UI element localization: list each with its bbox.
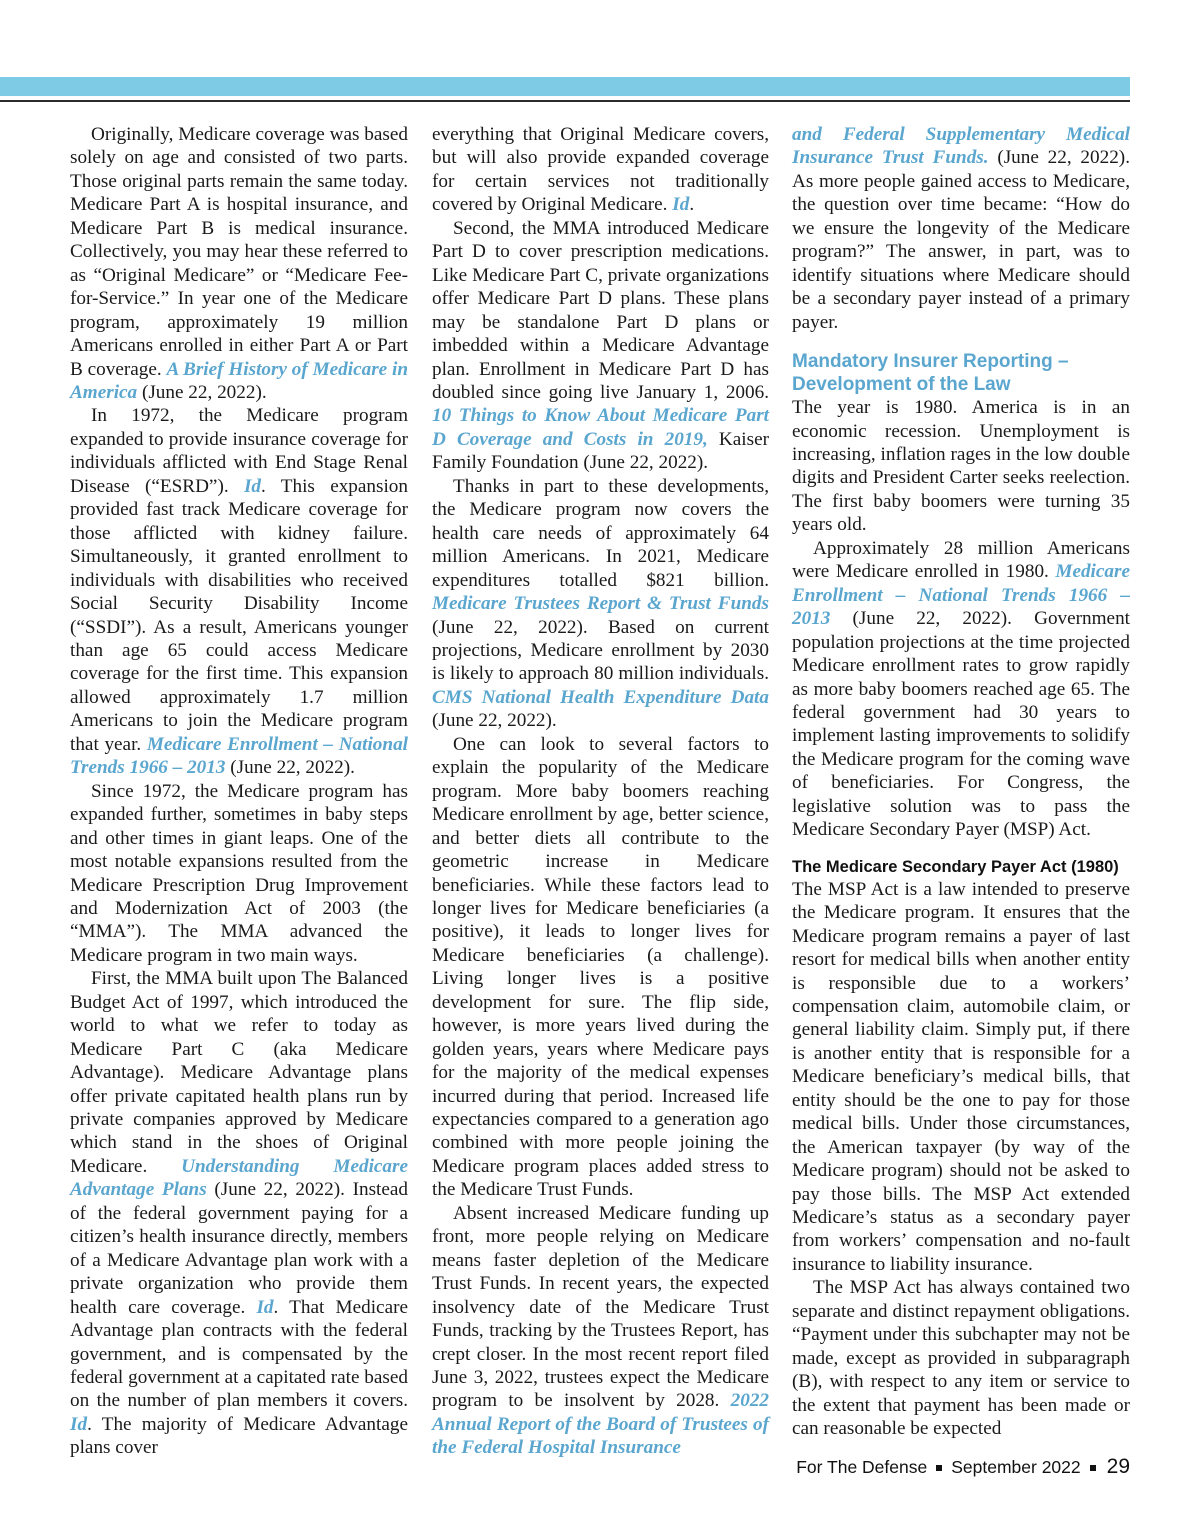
paragraph: First, the MMA built upon The Balanced Budget Act of 1997, which introduced the world to what we refer to today as Medicare Part C (aka Medicare Advantage). Medicare Advantage plans offer private capitated health plans run by private companies approved by Medicare which stand in the shoes of Original Medicare. Understanding Medicare Advantage Plans (June 22, 2022). Instead of the federal government paying for a citizen’s health insurance directly, members of a Medicare Advantage plan work with a private organization who provide them health care coverage. Id. That Medicare Advantage plan contracts with the federal government, and is compensated by the federal government at a capitated rate based on the number of plan members it covers. Id. The majority of Medicare Advantage plans cover xyxy=(70,968,409,1459)
citation-link[interactable]: and Federal Supplementary Medical Insurance Trust Funds. xyxy=(792,124,1130,169)
column-2 xyxy=(432,123,769,1460)
citation-link[interactable]: A Brief History of Medicare in America xyxy=(70,358,409,403)
citation-link[interactable]: Understanding Medicare Advantage Plans xyxy=(70,1155,409,1201)
top-rule xyxy=(0,100,1130,102)
citation-link[interactable]: Medicare Enrollment – National Trends 1966 – 2013 xyxy=(70,733,408,779)
paragraph: Originally, Medicare coverage was based solely on age and consisted of two parts. Those original parts remain the same today. Medicare Part A is hospital insurance, and Medicare Part B is medical insurance. Collectively, you may hear these referred to as “Original Medicare” or “Medicare Fee-for-Service.” In year one of the Medicare program, approximately 19 million Americans enrolled in either Part A or Part B coverage. A Brief History of Medicare in America (June 22, 2022). xyxy=(70,124,409,403)
paragraph: The MSP Act is a law intended to preserve the Medicare program. It ensures that the Medicare program remains a payer of last resort for medical bills when another entity is responsible due to a workers’ compensation claim, automobile claim, or general liability claim. Simply put, if there is another entity that is responsible for a Medicare beneficiary’s medical bills, that entity should be the one to pay for those medical bills. Under those circumstances, the American taxpayer (by way of the Medicare program) should not be asked to pay those bills. The MSP Act extended Medicare’s status as a secondary payer from workers’ compensation and no-fault insurance to liability insurance. xyxy=(792,878,1130,1275)
section-heading: Mandatory Insurer Reporting – Development of the Law xyxy=(792,351,1069,396)
paragraph: In 1972, the Medicare program expanded to provide insurance coverage for individuals afflicted with End Stage Renal Disease (“ESRD”). Id. This expansion provided fast track Medicare coverage for those afflicted with kidney failure. Simultaneously, it granted enrollment to individuals with disabilities who received Social Security Disability Income (“SSDI”). As a result, Americans younger than age 65 could access Medicare coverage for the first time. This expansion allowed approximately 1.7 million Americans to join the Medicare program that year. Medicare Enrollment – National Trends 1966 – 2013 (June 22, 2022). xyxy=(70,405,408,779)
page-number: 29 xyxy=(1106,1455,1130,1478)
paragraph: One can look to several factors to explain the popularity of the Medicare program. More baby boomers reaching Medicare enrollment by age, better science, and better diets all contribute to the geometric increase in Medicare beneficiaries. While these factors lead to longer lives for Medicare beneficiaries (a positive), it leads to longer lives for Medicare beneficiaries (a challenge). Living longer lives is a positive development for sure. The flip side, however, is more years lived during the golden years, years where Medicare pays for the majority of the medical expenses incurred during that period. Increased life expectancies compared to a generation ago combined with more people joining the Medicare program places added stress to the Medicare Trust Funds. xyxy=(432,733,769,1201)
citation-link[interactable]: CMS National Health Expenditure Data xyxy=(432,686,769,708)
paragraph: everything that Original Medicare covers, but will also provide expanded coverage for certain services not traditionally covered by Original Medicare. Id. xyxy=(432,124,769,216)
citation-link[interactable]: Medicare Trustees Report & Trust Funds xyxy=(432,593,769,615)
citation-link[interactable]: Id xyxy=(672,194,690,216)
paragraph: Thanks in part to these developments, the Medicare program now covers the health care needs of approximately 64 million Americans. In 2021, Medicare expenditures totalled $821 billion. Medicare Trustees Report & Trust Funds (June 22, 2022). Based on current projections, Medicare enrollment by 2030 is likely to approach 80 million individuals. CMS National Health Expenditure Data (June 22, 2022). xyxy=(432,475,769,732)
citation-link[interactable]: Id xyxy=(256,1296,274,1318)
page-footer xyxy=(796,1455,1130,1479)
citation-link[interactable]: Medicare Enrollment – National Trends 1966 – 2013 xyxy=(792,561,1130,630)
citation-link[interactable]: Id xyxy=(70,1413,88,1435)
citation-link[interactable]: Id xyxy=(243,475,262,497)
paragraph: Approximately 28 million Americans were Medicare enrolled in 1980. Medicare Enrollment – National Trends 1966 – 2013 (June 22, 2022). Government population projections at the time projected Medicare enrollment rates to grow rapidly as more baby boomers reached age 65. The federal government had 30 years to implement lasting improvements to solidify the Medicare program for the coming wave of beneficiaries. For Congress, the legislative solution was to pass the Medicare Secondary Payer (MSP) Act. xyxy=(792,537,1130,841)
paragraph: Absent increased Medicare funding up front, more people relying on Medicare means faster depletion of the Medicare Trust Funds. In recent years, the expected insolvency date of the Medicare Trust Funds, tracking by the Trustees Report, has crept closer. In the most recent report filed June 3, 2022, trustees expect the Medicare program to be insolvent by 2028. 2022 Annual Report of the Board of Trustees of the Federal Hospital Insurance xyxy=(432,1202,769,1459)
paragraph: Second, the MMA introduced Medicare Part D to cover prescription medications. Like Medicare Part C, private organizations offer Medicare Part D plans. These plans may be standalone Part D plans or imbedded within a Medicare Advantage plan. Enrollment in Medicare Part D has doubled since going live January 1, 2006. 10 Things to Know About Medicare Part D Coverage and Costs in 2019, Kaiser Family Foundation (June 22, 2022). xyxy=(432,217,769,474)
citation-link[interactable]: 10 Things to Know About Medicare Part D Coverage and Costs in 2019, xyxy=(432,405,769,450)
publication-name: For The Defense xyxy=(796,1457,928,1477)
bullet-separator-icon xyxy=(936,1465,942,1471)
subsection-heading: The Medicare Secondary Payer Act (1980) xyxy=(792,857,1119,876)
bullet-separator-icon xyxy=(1090,1465,1096,1471)
column-3 xyxy=(792,123,1130,1441)
paragraph: The year is 1980. America is in an economic recession. Unemployment is increasing, inflation rages in the low double digits and President Carter seeks reelection. The first baby boomers were turning 35 years old. xyxy=(792,397,1130,536)
issue-date: September 2022 xyxy=(951,1457,1081,1477)
citation-link[interactable]: 2022 Annual Report of the Board of Trustees of the Federal Hospital Insurance xyxy=(432,1390,769,1459)
column-1 xyxy=(70,123,408,1460)
paragraph: The MSP Act has always contained two separate and distinct repayment obligations. “Payment under this subchapter may not be made, except as provided in subparagraph (B), with respect to any item or service to the extent that payment has been made or can reasonable be expected xyxy=(792,1277,1130,1440)
top-accent-bar xyxy=(0,77,1130,96)
paragraph: Since 1972, the Medicare program has expanded further, sometimes in baby steps and other times in giant leaps. One of the most notable expansions resulted from the Medicare Prescription Drug Improvement and Modernization Act of 2003 (the “MMA”). The MMA advanced the Medicare program in two main ways. xyxy=(70,780,408,966)
paragraph: and Federal Supplementary Medical Insurance Trust Funds. (June 22, 2022). As more people gained access to Medicare, the question over time became: “How do we ensure the longevity of the Medicare program?” The answer, in part, was to identify situations where Medicare should be a secondary payer instead of a primary payer. xyxy=(792,124,1130,333)
